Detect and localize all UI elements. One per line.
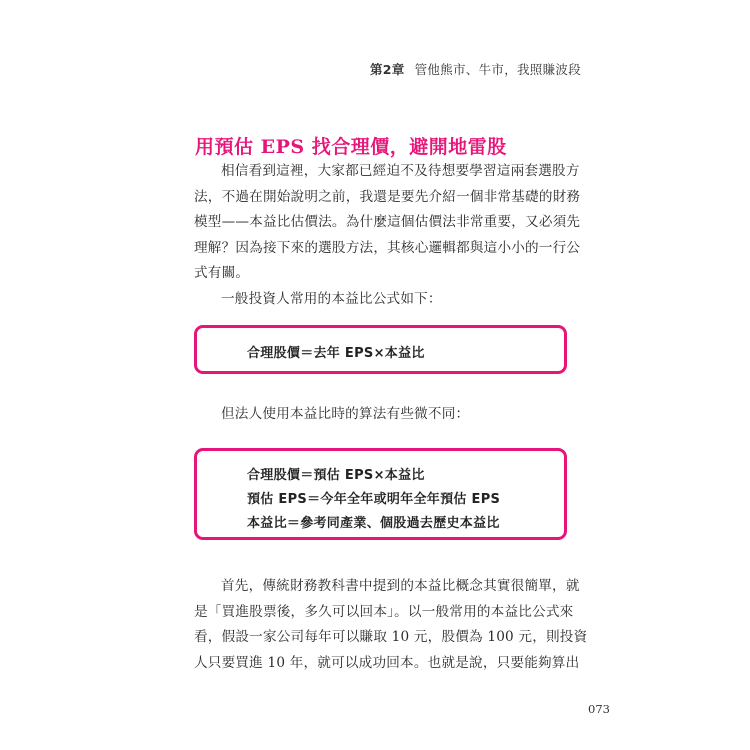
paragraph-line: 理解？因為接下來的選股方法，其核心邏輯都與這小小的一行公 bbox=[194, 239, 581, 256]
paragraph-line: 模型——本益比估價法。為什麼這個估價法非常重要，又必須先 bbox=[194, 214, 581, 231]
paragraph-explanation bbox=[194, 574, 588, 676]
paragraph-line: 人只要買進 10 年，就可以成功回本。也就是說，只要能夠算出 bbox=[194, 654, 580, 671]
section-title: 用預估 EPS 找合理價，避開地雷股 bbox=[195, 136, 507, 158]
paragraph-line: 一般投資人常用的本益比公式如下： bbox=[221, 291, 442, 307]
formula-line: 預估 EPS＝今年全年或明年全年預估 EPS bbox=[247, 492, 501, 507]
formula-line: 合理股價＝預估 EPS×本益比 bbox=[247, 468, 425, 483]
paragraph-line: 式有關。 bbox=[194, 265, 250, 282]
running-header bbox=[370, 60, 590, 78]
formula-box-institutional bbox=[194, 448, 567, 540]
paragraph-line: 首先，傳統財務教科書中提到的本益比概念其實很簡單，就 bbox=[221, 578, 580, 594]
paragraph-intro bbox=[194, 159, 581, 287]
paragraph-institutional-intro bbox=[194, 402, 568, 428]
paragraph-line: 法，不過在開始說明之前，我還是要先介紹一個非常基礎的財務 bbox=[194, 188, 581, 205]
paragraph-line: 看，假設一家公司每年可以賺取 10 元，股價為 100 元，則投資 bbox=[194, 629, 588, 646]
chapter-label: 第2章 bbox=[370, 62, 405, 77]
chapter-title: 管他熊市、牛市，我照賺波段 bbox=[414, 62, 582, 77]
paragraph-line: 但法人使用本益比時的算法有些微不同： bbox=[221, 406, 470, 422]
formula-box-basic bbox=[194, 325, 567, 374]
paragraph-line: 相信看到這裡，大家都已經迫不及待想要學習這兩套選股方 bbox=[221, 163, 580, 179]
formula-line: 合理股價＝去年 EPS×本益比 bbox=[247, 346, 425, 361]
paragraph-line: 是「買進股票後，多久可以回本」。以一般常用的本益比公式來 bbox=[194, 603, 574, 620]
page-number: 073 bbox=[588, 702, 610, 716]
formula-line: 本益比＝參考同產業、個股過去歷史本益比 bbox=[247, 516, 500, 531]
paragraph-formula-intro bbox=[194, 287, 568, 313]
